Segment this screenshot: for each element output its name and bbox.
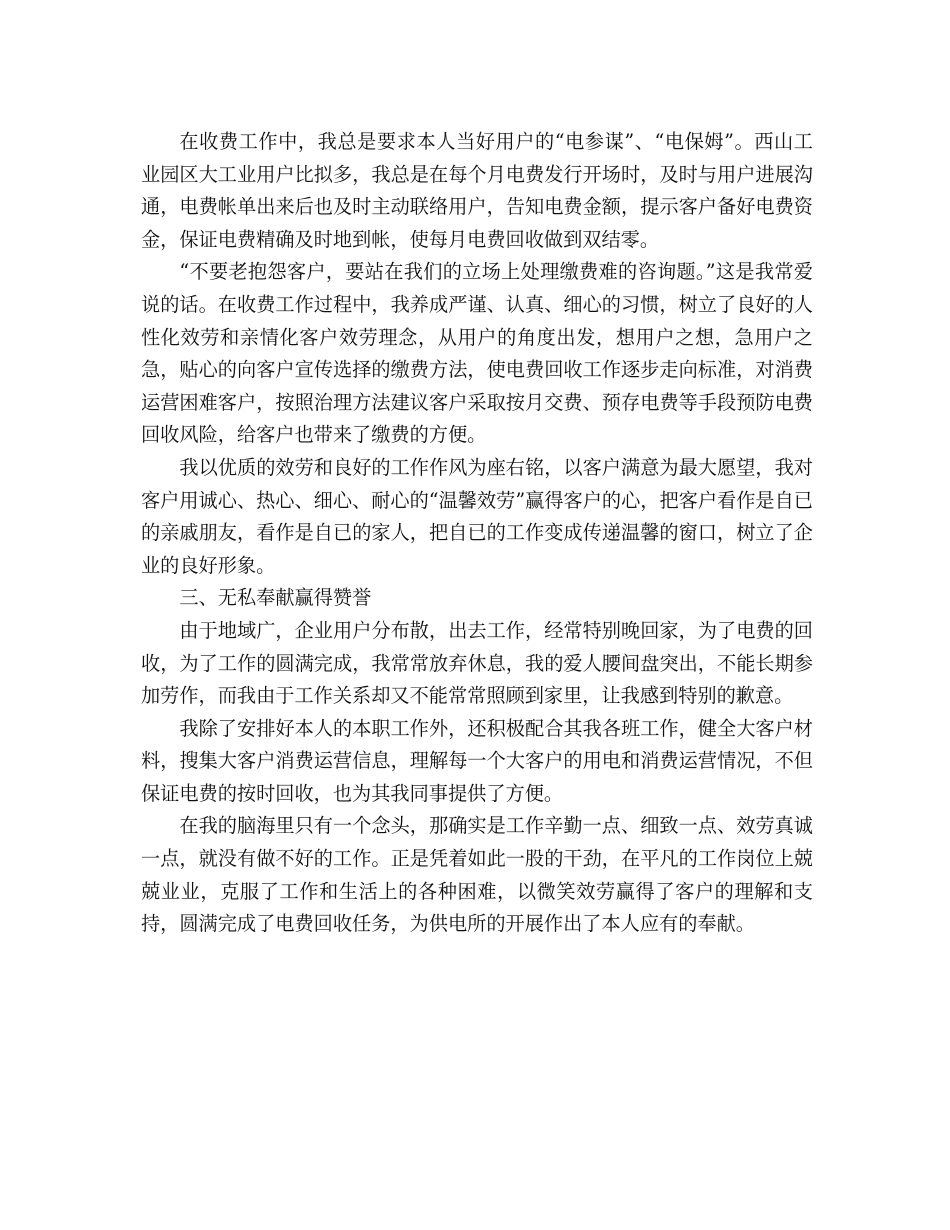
paragraph-customer-stance: “不要老抱怨客户，要站在我们的立场上处理缴费难的咨询题。”这是我常爱说的话。在收费工作过程中，我养成严谨、认真、细心的习惯，树立了良好的人性化效劳和亲情化客户效劳理念，从用户的角度出发，想用户之想，急用户之急，贴心的向客户宣传选择的缴费方法，使电费回收工作逐步走向标准，对消费运营困难客户，按照治理方法建议客户采取按月交费、预存电费等手段预防电费回收风险，给客户也带来了缴费的方便。 (141, 260, 813, 447)
document-body (141, 126, 813, 941)
paragraph-dedication: 由于地域广，企业用户分布散，出去工作，经常特别晚回家，为了电费的回收，为了工作的圆满完成，我常常放弃休息，我的爱人腰间盘突出，不能长期参加劳作，而我由于工作关系却又不能常常照顾到家里，让我感到特别的歉意。 (141, 618, 813, 708)
paragraph-cooperation: 我除了安排好本人的本职工作外，还积极配合其我各班工作，健全大客户材料，搜集大客户消费运营信息，理解每一个大客户的用电和消费运营情况，不但保证电费的按时回收，也为其我同事提供了方便。 (141, 716, 813, 805)
paragraph-conclusion: 在我的脑海里只有一个念头，那确实是工作辛勤一点、细致一点、效劳真诚一点，就没有做不好的工作。正是凭着如此一股的干劲，在平凡的工作岗位上兢兢业业，克服了工作和生活上的各种困难，以微笑效劳赢得了客户的理解和支持，圆满完成了电费回收任务，为供电所的开展作出了本人应有的奉献。 (141, 814, 813, 936)
paragraph-quality-service: 我以优质的效劳和良好的工作作风为座右铭，以客户满意为最大愿望，我对客户用诚心、热心、细心、耐心的“温馨效劳”赢得客户的心，把客户看作是自已的亲戚朋友，看作是自已的家人，把自已的工作变成传递温馨的窗口，树立了企业的良好形象。 (141, 455, 813, 577)
paragraph-billing-service: 在收费工作中，我总是要求本人当好用户的“电参谋”、“电保姆”。西山工业园区大工业用户比拟多，我总是在每个月电费发行开场时，及时与用户进展沟通，电费帐单出来后也及时主动联络用户，告知电费金额，提示客户备好电费资金，保证电费精确及时地到帐，使每月电费回收做到双结零。 (141, 130, 813, 251)
section-heading: 三、无私奉献赢得赞誉 (179, 586, 372, 610)
